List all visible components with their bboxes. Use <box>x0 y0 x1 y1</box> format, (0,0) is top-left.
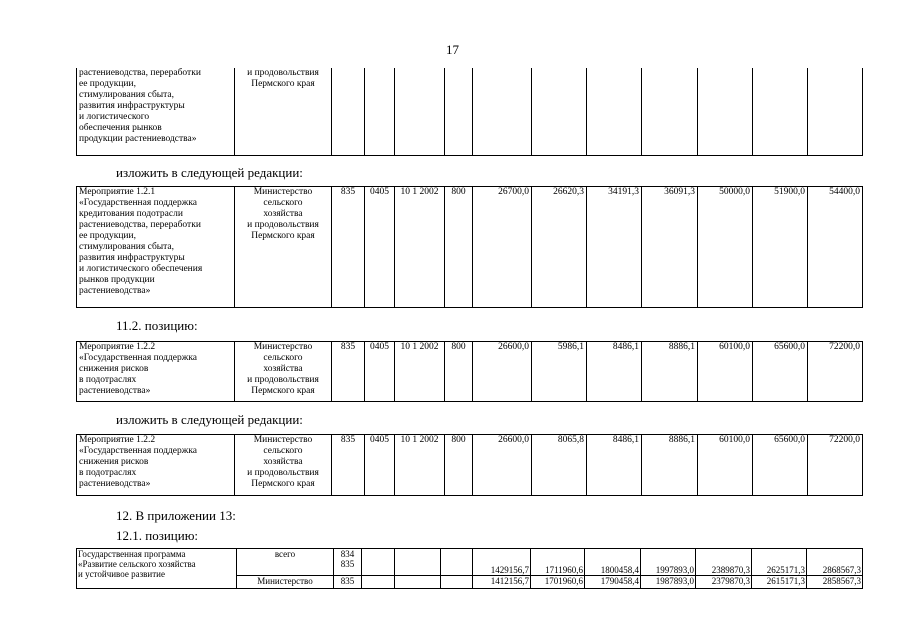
table-cell-value: 8065,8 <box>532 435 587 496</box>
table-cell-value: 72200,0 <box>808 435 863 496</box>
table-cell-code: 800 <box>445 342 473 402</box>
table-cell-code: 835 <box>334 576 362 589</box>
table-cell-label: Министерство <box>237 576 334 589</box>
table-cell-code: 0405 <box>365 187 395 308</box>
table-cell-code: 835 <box>332 187 365 308</box>
table-cell-value: 1997893,0 <box>641 549 696 576</box>
table-measure-1-2-2-old <box>76 341 863 402</box>
table-cell-code: 10 1 2002 <box>395 342 445 402</box>
table-cell-code: 800 <box>445 187 473 308</box>
table-cell-value: 2389870,3 <box>696 549 752 576</box>
table-cell-value: 1711960,6 <box>531 549 585 576</box>
table-cell-value: 60100,0 <box>698 342 753 402</box>
table-cell-value: 5986,1 <box>532 342 587 402</box>
table-cell-ministry: и продовольствия Пермского края <box>235 68 332 155</box>
table-cell-ministry: Министерство сельского хозяйства и продовольствия Пермского края <box>235 187 332 308</box>
table-cell-value: 26600,0 <box>473 342 532 402</box>
table-cell-code: 0405 <box>365 342 395 402</box>
table-measure-1-2-2-new <box>76 434 863 496</box>
table-cell-value: 2625171,3 <box>752 549 807 576</box>
table-cell-value: 65600,0 <box>753 342 808 402</box>
table-cell-value: 26700,0 <box>473 187 532 308</box>
table-cell-name: растениеводства, переработки ее продукции, стимулирования сбыта, развития инфраструктуры и логистического обеспечения рынков продукции растениеводства» <box>77 68 235 155</box>
page-number: 17 <box>446 42 459 57</box>
table-cell-value: 26620,3 <box>532 187 587 308</box>
table-state-program <box>76 548 863 589</box>
table-cell-code: 10 1 2002 <box>395 187 445 308</box>
table-cell-value: 1412156,7 <box>473 576 531 589</box>
table-cell-value: 26600,0 <box>473 435 532 496</box>
table-cell-value: 60100,0 <box>698 435 753 496</box>
table-cell-name: Мероприятие 1.2.2 «Государственная поддержка снижения рисков в подотраслях растениеводства» <box>77 435 235 496</box>
table-cell-value: 8886,1 <box>642 435 698 496</box>
table-cell-value: 50000,0 <box>698 187 753 308</box>
instruction-text: изложить в следующей редакции: <box>116 165 303 180</box>
table-cell-value: 2379870,3 <box>696 576 752 589</box>
table-cell-value: 72200,0 <box>808 342 863 402</box>
section-text: 12.1. позицию: <box>116 528 199 543</box>
table-cell-label: всего <box>237 549 334 576</box>
table-cell-code: 834 835 <box>334 549 362 576</box>
table-cell-code: 0405 <box>365 435 395 496</box>
table-cell-name: Мероприятие 1.2.2 «Государственная поддержка снижения рисков в подотраслях растениеводства» <box>77 342 235 402</box>
table-cell-value: 8486,1 <box>587 435 642 496</box>
table-cell-value: 65600,0 <box>753 435 808 496</box>
table-cell-ministry: Министерство сельского хозяйства и продовольствия Пермского края <box>235 435 332 496</box>
table-cell-value: 8486,1 <box>587 342 642 402</box>
table-cell-name: Мероприятие 1.2.1 «Государственная поддержка кредитования подотрасли растениеводства, переработки ее продукции, стимулирования сбыта, развития инфраструктуры и логистического обеспечения рынков продукции растениеводства» <box>77 187 235 308</box>
table-cell-value: 36091,3 <box>642 187 698 308</box>
section-text: 12. В приложении 13: <box>116 508 236 523</box>
table-cell-code: 10 1 2002 <box>395 435 445 496</box>
section-text: 11.2. позицию: <box>116 318 198 333</box>
table-cell-value: 2858567,3 <box>807 576 863 589</box>
table-cell-value: 2615171,3 <box>752 576 807 589</box>
table-cell-ministry: Министерство сельского хозяйства и продовольствия Пермского края <box>235 342 332 402</box>
table-cell-value: 34191,3 <box>587 187 642 308</box>
table-cell-value: 1987893,0 <box>641 576 696 589</box>
table-cell-value: 1701960,6 <box>531 576 585 589</box>
table-cell-value: 8886,1 <box>642 342 698 402</box>
table-cell-code: 800 <box>445 435 473 496</box>
table-cell-value: 51900,0 <box>753 187 808 308</box>
table-measure-1-2-1 <box>76 186 863 308</box>
table-cell-name: Государственная программа «Развитие сельского хозяйства и устойчивое развитие <box>77 549 237 589</box>
table-cell-value: 1800458,4 <box>585 549 641 576</box>
table-cell-value: 1790458,4 <box>585 576 641 589</box>
table-cell-code: 835 <box>332 342 365 402</box>
table-cell-value: 54400,0 <box>808 187 863 308</box>
table-cell-code: 835 <box>332 435 365 496</box>
instruction-text: изложить в следующей редакции: <box>116 412 303 427</box>
table-cell-value: 2868567,3 <box>807 549 863 576</box>
table-previous-fragment <box>76 68 863 156</box>
table-cell-value: 1429156,7 <box>473 549 531 576</box>
